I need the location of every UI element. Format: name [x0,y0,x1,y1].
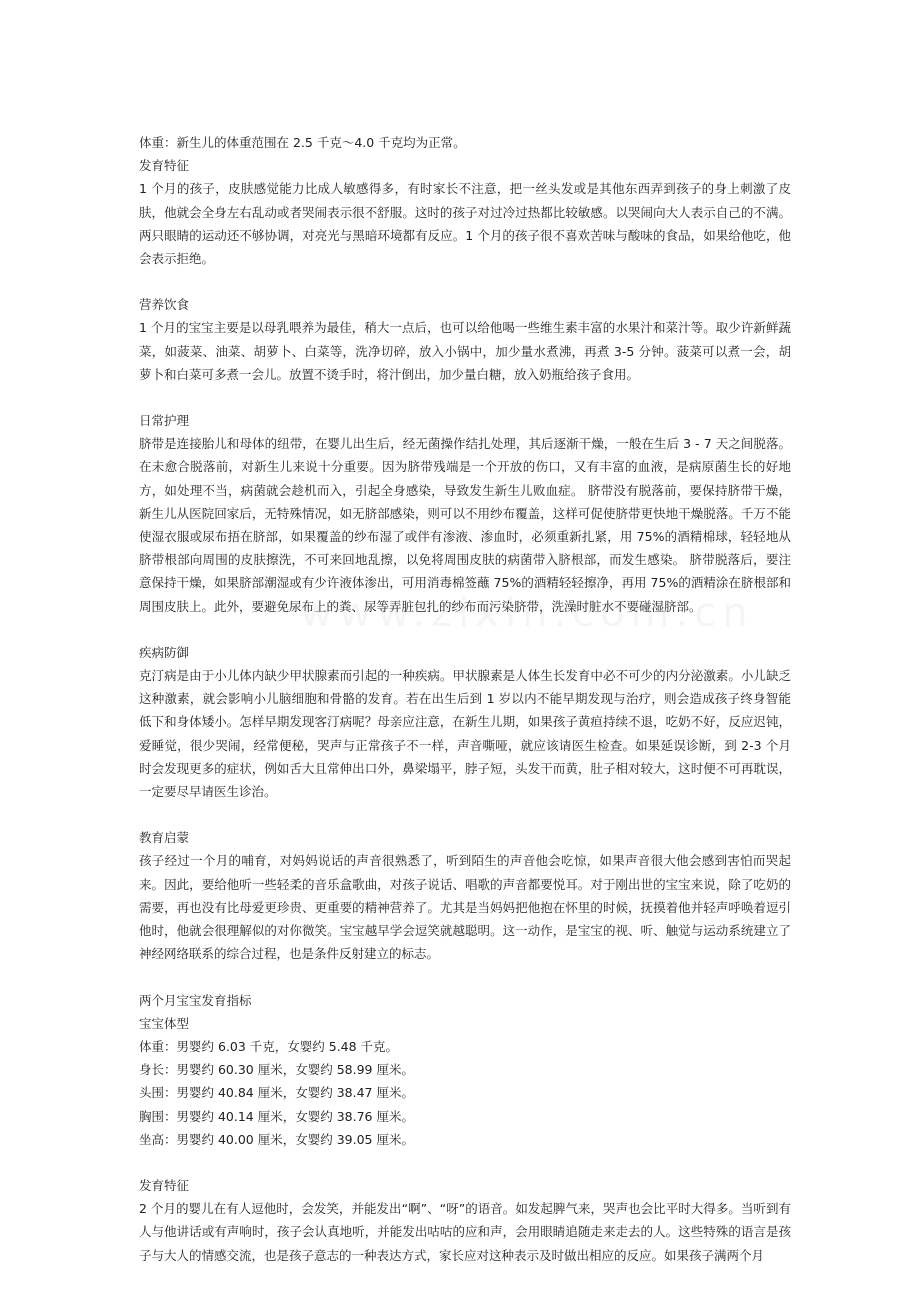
edu-heading: 教育启蒙 [139,830,190,846]
spacer [139,966,791,989]
metric-length: 身长：男婴约 60.30 厘米，女婴约 58.99 厘米。 [139,1062,414,1078]
two-month-title: 两个月宝宝发育指标 [139,992,252,1008]
nutrition-paragraph: 1 个月的宝宝主要是以母乳喂养为最佳，稍大一点后，也可以给他喝一些维生素丰富的水果汁和菜汁等。取少许新鲜蔬菜，如菠菜、油菜、胡萝卜、白菜等，洗净切碎，放入小锅中，加少量水煮沸，再煮 3-5 分钟。菠菜可以煮一会，胡萝卜和白菜可多煮一会儿。放置不烫手时，将汁倒出，加少量白糖，放入奶瓶给孩子食用。 [139,320,791,382]
dev-paragraph: 1 个月的孩子，皮肤感觉能力比成人敏感得多，有时家长不注意，把一丝头发或是其他东西弄到孩子的身上刺激了皮肤，他就会全身左右乱动或者哭闹表示很不舒服。这时的孩子对过冷过热都比较敏感。以哭闹向大人表示自己的不满。两只眼睛的运动还不够协调，对亮光与黑暗环境都有反应。1 个月的孩子很不喜欢苦味与酸味的食品，如果给他吃，他会表示拒绝。 [139,181,791,267]
two-month-dev-heading: 发育特征 [139,1177,190,1193]
spacer [139,618,791,641]
disease-heading: 疾病防御 [139,644,190,660]
disease-paragraph: 克汀病是由于小儿体内缺少甲状腺素而引起的一种疾病。甲状腺素是人体生长发育中必不可少的内分泌激素。小儿缺乏这种激素，就会影响小儿脑细胞和骨骼的发育。若在出生后到 1 岁以内不能早期发现与治疗，则会造成孩子终身智能低下和身体矮小。怎样早期发现客汀病呢？母亲应注意，在新生儿期，如果孩子黄疸持续不退，吃奶不好，反应迟钝，爱睡觉，很少哭闹，经常便秘，哭声与正常孩子不一样，声音嘶哑，就应该请医生检查。如果延误诊断，到 2-3 个月时会发现更多的症状，例如舌大且常伸出口外，鼻梁塌平，脖子短，头发干而黄，肚子相对较大，这时便不可再耽误，一定要尽早请医生诊治。 [139,668,791,800]
weight-line: 体重：新生儿的体重范围在 2.5 千克～4.0 千克均为正常。 [139,135,466,150]
spacer [139,803,791,826]
care-heading: 日常护理 [139,413,190,429]
two-month-dev-paragraph: 2 个月的婴儿在有人逗他时，会发笑，并能发出“啊”、“呀”的语音。如发起脾气来，哭声也会比平时大得多。当听到有人与他讲话或有声响时，孩子会认真地听，并能发出咕咕的应和声，会用眼睛追随走来走去的人。这些特殊的语言是孩子与大人的情感交流，也是孩子意志的一种表达方式，家长应对这种表示及时做出相应的反应。如果孩子满两个月 [139,1201,791,1263]
nutrition-heading: 营养饮食 [139,297,190,313]
body-type-heading: 宝宝体型 [139,1015,190,1031]
spacer [139,1151,791,1174]
spacer [139,270,791,293]
metric-head: 头围：男婴约 40.84 厘米，女婴约 38.47 厘米。 [139,1085,414,1101]
spacer [139,386,791,409]
dev-heading: 发育特征 [139,158,190,174]
metric-weight: 体重：男婴约 6.03 千克，女婴约 5.48 千克。 [139,1038,399,1054]
document-body [139,131,791,1267]
metric-sitting-height: 坐高：男婴约 40.00 厘米，女婴约 39.05 厘米。 [139,1131,414,1147]
edu-paragraph: 孩子经过一个月的哺育，对妈妈说话的声音很熟悉了，听到陌生的声音他会吃惊，如果声音很大他会感到害怕而哭起来。因此，要给他听一些轻柔的音乐盒歌曲，对孩子说话、唱歌的声音都要悦耳。对于刚出世的宝宝来说，除了吃奶的需要，再也没有比母爱更珍贵、更重要的精神营养了。尤其是当妈妈把他抱在怀里的时候，抚摸着他并轻声呼唤着逗引他时，他就会很理解似的对你微笑。宝宝越早学会逗笑就越聪明。这一动作，是宝宝的视、听、触觉与运动系统建立了神经网络联系的综合过程，也是条件反射建立的标志。 [139,853,791,962]
metric-chest: 胸围：男婴约 40.14 厘米，女婴约 38.76 厘米。 [139,1108,414,1124]
care-paragraph: 脐带是连接胎儿和母体的纽带，在婴儿出生后，经无菌操作结扎处理，其后逐渐干燥，一般在生后 3 - 7 天之间脱落。在未愈合脱落前，对新生儿来说十分重要。因为脐带残端是一个开放的伤口，又有丰富的血液，是病原菌生长的好地方，如处理不当，病菌就会趁机而入，引起全身感染，导致发生新生儿败血症。 脐带没有脱落前，要保持脐带干燥，新生儿从医院回家后，无特殊情况，如无脐部感染，则可以不用纱布覆盖，这样可促使脐带更快地干燥脱落。千万不能使湿衣服或尿布捂在脐部，如果覆盖的纱布湿了或伴有渗液、渗血时，必须重新扎紧，用 75%的酒精棉球，轻轻地从脐带根部向周围的皮肤擦洗，不可来回地乱擦，以免将周围皮肤的病菌带入脐根部，而发生感染。 脐带脱落后，要注意保持干燥，如果脐部潮湿或有少许液体渗出，可用消毒棉签蘸 75%的酒精轻轻擦净，再用 75%的酒精涂在脐根部和周围皮肤上。此外，要避免尿布上的粪、尿等弄脏包扎的纱布而污染脐带，洗澡时脏水不要碰湿脐部。 [139,436,791,614]
